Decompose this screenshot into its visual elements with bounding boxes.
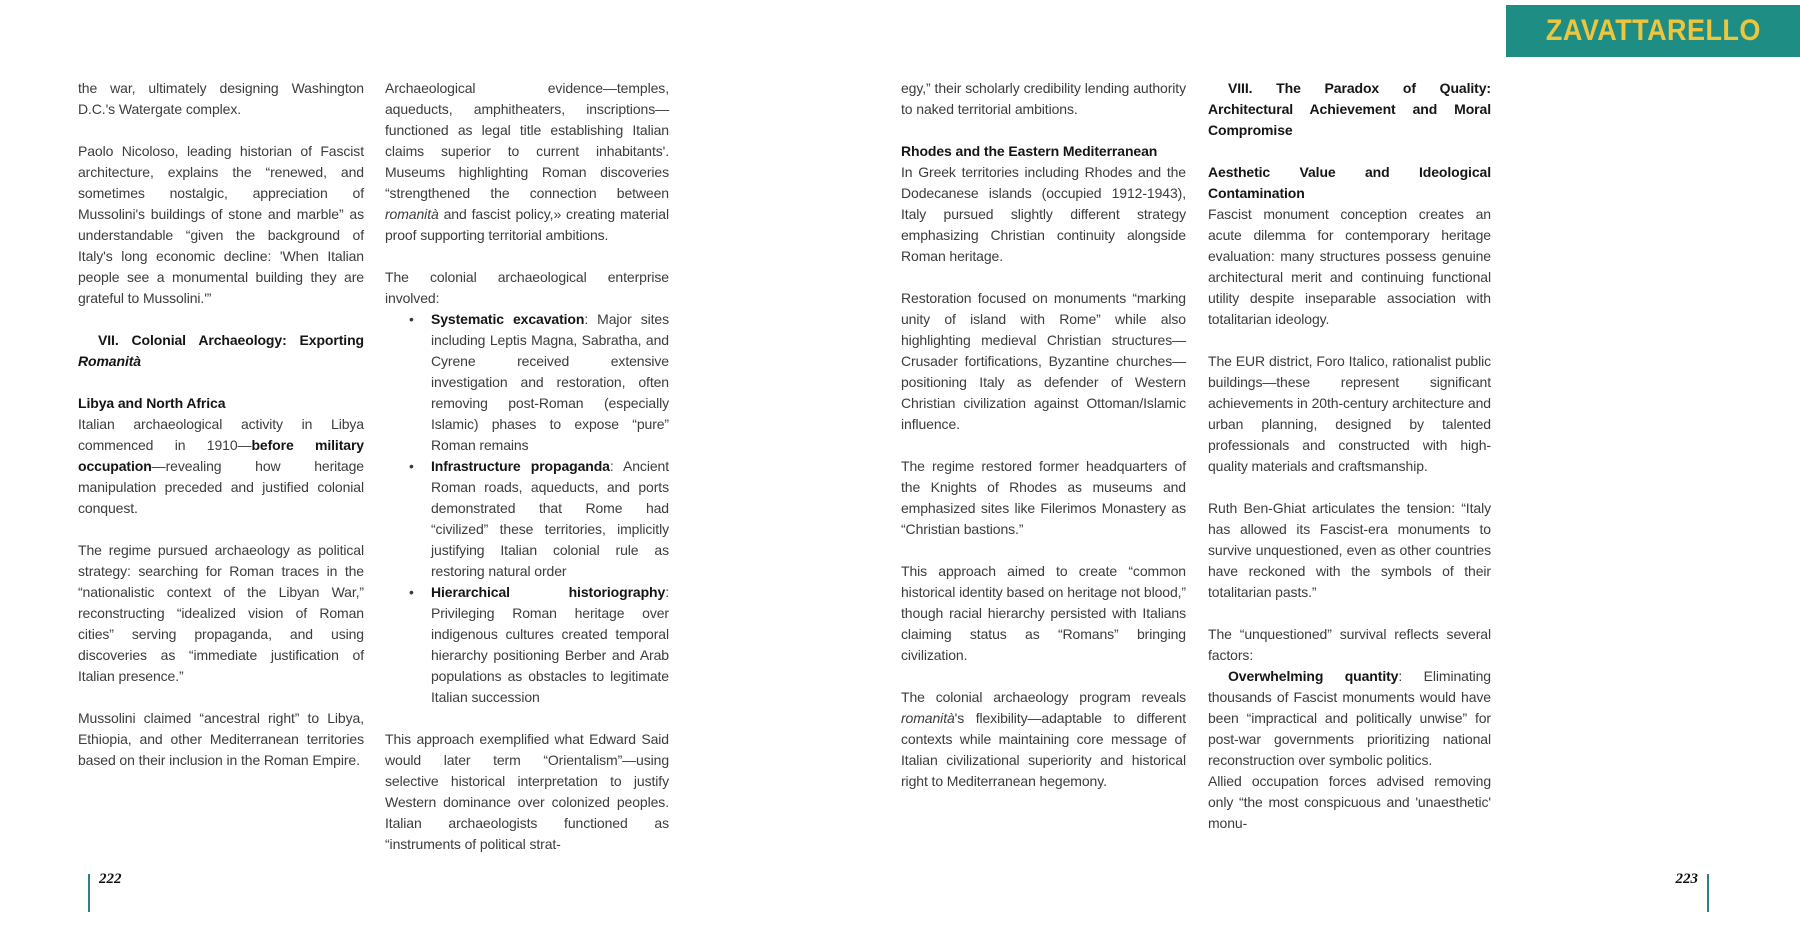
paragraph: the war, ultimately designing Washington D.C.'s Watergate complex. <box>78 80 364 117</box>
page-number-left: 222 <box>99 871 122 887</box>
page-number-right: 223 <box>1675 871 1698 887</box>
paragraph: Italian archaeological activity in Libya commenced in 1910—before military occupation—revealing how heritage manipulation preceded and justified colonial conquest. <box>78 416 364 516</box>
paragraph: This approach aimed to create “common historical identity based on heritage not blood,” though racial hierarchy persisted with Italians claiming status as “Romans” bringing civilization. <box>901 563 1186 663</box>
page-number-rule-left <box>88 874 90 912</box>
section-heading: VIII. The Paradox of Quality: Architectural Achievement and Moral Compromise <box>1208 80 1491 138</box>
paragraph: Overwhelming quantity: Eliminating thousands of Fascist monuments would have been “impractical and politically unwise” for post-war governments prioritizing national reconstruction over symbolic politics. <box>1208 668 1491 768</box>
paragraph: The regime restored former headquarters of the Knights of Rhodes as museums and emphasized sites like Filerimos Monastery as “Christian bastions.” <box>901 458 1186 537</box>
paragraph: The colonial archaeological enterprise involved: <box>385 269 669 306</box>
paragraph: Paolo Nicoloso, leading historian of Fascist architecture, explains the “renewed, and sometimes nostalgic, appreciation of Mussolini's buildings of stone and marble” as understandable “given the background of Italy's long economic decline: 'When Italian people see a monumental building they are grateful to Mussolini.'” <box>78 143 364 306</box>
page-223-column-left <box>901 78 1186 792</box>
section-heading: VII. Colonial Archaeology: Exporting Romanità <box>78 332 364 369</box>
paragraph: Restoration focused on monuments “marking unity of island with Rome” while also highlighting medieval Christian structures—Crusader fortifications, Byzantine churches—positioning Italy as defender of Western Christian civilization against Ottoman/Islamic influence. <box>901 290 1186 432</box>
banner-title: ZAVATTARELLO <box>1545 14 1761 47</box>
paragraph: The colonial archaeology program reveals romanità's flexibility—adaptable to different contexts while maintaining core message of Italian civilizational superiority and historical right to Mediterranean hegemony. <box>901 689 1186 789</box>
paragraph: Mussolini claimed “ancestral right” to Libya, Ethiopia, and other Mediterranean territories based on their inclusion in the Roman Empire. <box>78 710 364 768</box>
sub-heading: Libya and North Africa <box>78 395 226 411</box>
paragraph: In Greek territories including Rhodes and the Dodecanese islands (occupied 1912-1943), Italy pursued slightly different strategy emphasizing Christian continuity alongside Roman heritage. <box>901 164 1186 264</box>
page-222-column-right <box>385 78 669 855</box>
page-number-rule-right <box>1707 874 1709 912</box>
paragraph: Fascist monument conception creates an acute dilemma for contemporary heritage evaluation: many structures possess genuine architectural merit and continuing functional utility despite inseparable association with totalitarian ideology. <box>1208 206 1491 327</box>
paragraph: Ruth Ben-Ghiat articulates the tension: “Italy has allowed its Fascist-era monuments to survive unquestioned, even as other countries have reckoned with the symbols of their totalitarian pasts.” <box>1208 500 1491 600</box>
paragraph: Archaeological evidence—temples, aqueducts, amphitheaters, inscriptions—functioned as legal title establishing Italian claims superior to current inhabitants'. Museums highlighting Roman discoveries “strengthened the connection between romanità and fascist policy,» creating material proof supporting territorial ambitions. <box>385 80 669 243</box>
paragraph: egy,” their scholarly credibility lending authority to naked territorial ambitions. <box>901 80 1186 117</box>
page-223-column-right <box>1208 78 1491 834</box>
location-banner <box>1506 5 1800 57</box>
paragraph: The “unquestioned” survival reflects several factors: <box>1208 626 1491 663</box>
sub-heading: Aesthetic Value and Ideological Contamination <box>1208 164 1491 201</box>
bullet-item: • Hierarchical historiography: Privileging Roman heritage over indigenous cultures created temporal hierarchy positioning Berber and Arab populations as obstacles to legitimate Italian succession <box>385 582 669 708</box>
bullet-list <box>385 309 669 708</box>
bullet-item: • Systematic excavation: Major sites including Leptis Magna, Sabratha, and Cyrene received extensive investigation and restoration, often removing post-Roman (especially Islamic) phases to expose “pure” Roman remains <box>385 309 669 456</box>
page-222-column-left <box>78 78 364 771</box>
paragraph: The EUR district, Foro Italico, rationalist public buildings—these represent significant achievements in 20th-century architecture and urban planning, designed by talented professionals and constructed with high-quality materials and craftsmanship. <box>1208 353 1491 474</box>
sub-heading: Rhodes and the Eastern Mediterranean <box>901 143 1158 159</box>
paragraph: This approach exemplified what Edward Said would later term “Orientalism”—using selective historical interpretation to justify Western dominance over colonized peoples. Italian archaeologists functioned as “instruments of political strat- <box>385 731 669 852</box>
bullet-item: • Infrastructure propaganda: Ancient Roman roads, aqueducts, and ports demonstrated that Rome had “civilized” these territories, implicitly justifying Italian colonial rule as restoring natural order <box>385 456 669 582</box>
paragraph: Allied occupation forces advised removing only “the most conspicuous and 'unaesthetic' monu- <box>1208 773 1491 831</box>
paragraph: The regime pursued archaeology as political strategy: searching for Roman traces in the “nationalistic context of the Libyan War,” reconstructing “idealized vision of Roman cities” serving propaganda, and using discoveries as “immediate justification of Italian presence.” <box>78 542 364 684</box>
